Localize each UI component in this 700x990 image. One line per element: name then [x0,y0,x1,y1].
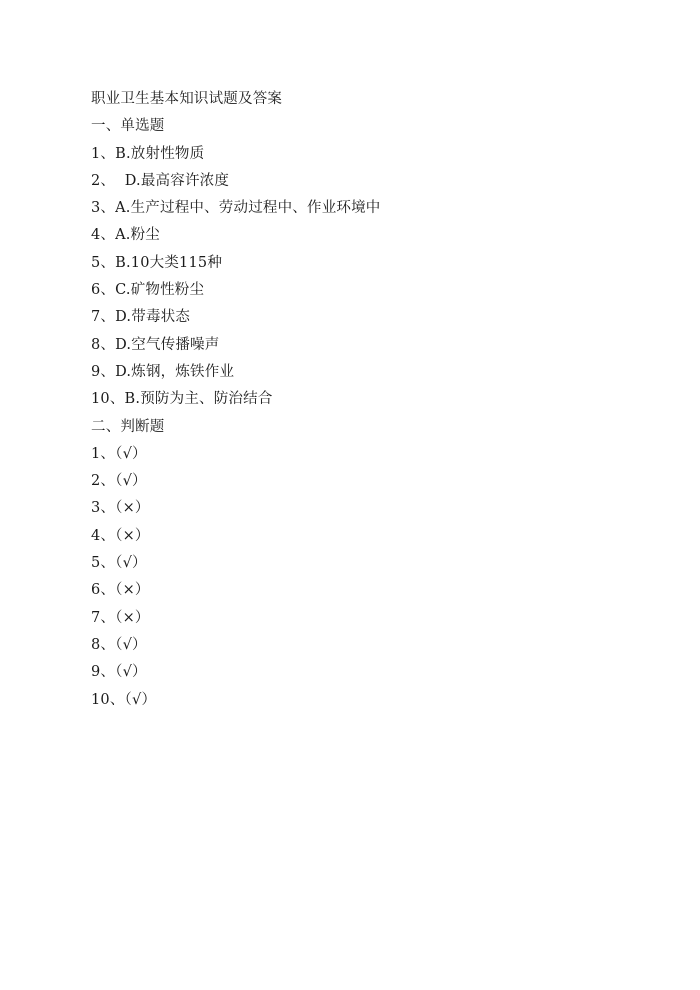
answer-line: 3、（×） [91,500,150,517]
answer-line: 7、D.带毒状态 [91,309,191,326]
answer-line: 8、（√） [91,636,147,653]
answer-line: 10、B.预防为主、防治结合 [91,391,273,408]
answer-line: 2、（√） [91,473,147,490]
section-heading-true-false: 二、判断题 [91,418,165,435]
answer-line: 9、（√） [91,664,147,681]
answer-line: 10、（√） [91,691,157,708]
document-title: 职业卫生基本知识试题及答案 [91,91,283,107]
answer-line: 4、A.粉尘 [91,227,161,244]
document-body [91,86,611,714]
answer-line: 5、（√） [91,555,147,572]
answer-line: 8、D.空气传播噪声 [91,336,220,353]
answer-line: 3、A.生产过程中、劳动过程中、作业环境中 [91,200,381,217]
answer-line: 5、B.10大类115种 [91,254,223,271]
section-heading-single-choice: 一、单选题 [91,118,165,135]
answer-line: 1、B.放射性物质 [91,145,205,162]
answer-line: 7、（×） [91,609,150,626]
answer-line: 2、 D.最高容许浓度 [91,172,230,189]
answer-line: 1、（√） [91,445,147,462]
answer-line: 6、C.矿物性粉尘 [91,282,205,299]
answer-line: 6、（×） [91,582,150,599]
answer-line: 4、（×） [91,527,150,544]
answer-line: 9、D.炼钢，炼铁作业 [91,363,235,380]
